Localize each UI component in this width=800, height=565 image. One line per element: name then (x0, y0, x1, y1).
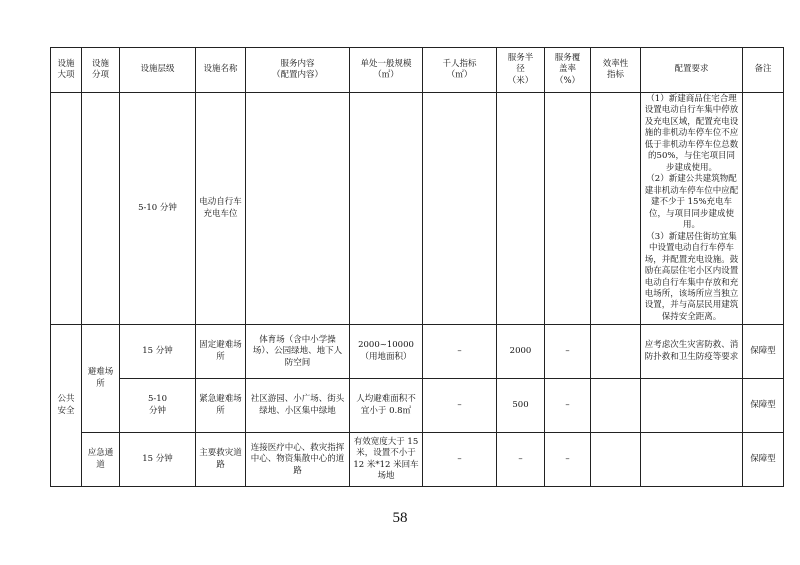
header-requirement: 配置要求 (641, 48, 743, 93)
cell-per-thousand: – (423, 379, 497, 433)
cell-service: 社区游园、小广场、街头绿地、小区集中绿地 (246, 379, 350, 433)
facility-spec-table (50, 47, 784, 487)
header-service: 服务内容 （配置内容） (246, 48, 350, 93)
cell-subcategory: 应急通道 (82, 433, 120, 487)
page-number: 58 (392, 510, 408, 526)
header-radius: 服务半 径 （米） (497, 48, 545, 93)
cell-service: 体育场（含中小学操场）、公园绿地、地下人防空间 (246, 325, 350, 379)
cell-note: 保障型 (743, 433, 784, 487)
cell-coverage: – (545, 433, 591, 487)
cell-efficiency (591, 379, 641, 433)
cell-note: 保障型 (743, 325, 784, 379)
cell-service: 连接医疗中心、救灾指挥中心、物资集散中心的道路 (246, 433, 350, 487)
cell-scale (350, 93, 423, 325)
cell-per-thousand (423, 93, 497, 325)
cell-level: 15 分钟 (120, 325, 196, 379)
cell-requirement (641, 433, 743, 487)
cell-efficiency (591, 325, 641, 379)
cell-subcategory: 避难场所 (82, 325, 120, 433)
cell-service (246, 93, 350, 325)
cell-name: 固定避难场所 (196, 325, 246, 379)
cell-efficiency (591, 93, 641, 325)
cell-per-thousand: – (423, 325, 497, 379)
cell-note: 保障型 (743, 379, 784, 433)
cell-requirement (641, 379, 743, 433)
table-header-row (51, 48, 784, 93)
cell-coverage (545, 93, 591, 325)
cell-radius: 500 (497, 379, 545, 433)
cell-level: 5-10 分钟 (120, 93, 196, 325)
cell-name: 紧急避难场所 (196, 379, 246, 433)
cell-efficiency (591, 433, 641, 487)
table-row (51, 325, 784, 379)
header-category: 设施 大项 (51, 48, 82, 93)
cell-scale: 人均避难面积不宜小于 0.8㎡ (350, 379, 423, 433)
cell-note (743, 93, 784, 325)
cell-radius (497, 93, 545, 325)
cell-scale: 2000~10000 （用地面积） (350, 325, 423, 379)
cell-category (51, 93, 82, 325)
table-row (51, 93, 784, 325)
cell-requirement: 应考虑次生灾害防救、消防扑救和卫生防疫等要求 (641, 325, 743, 379)
header-name: 设施名称 (196, 48, 246, 93)
cell-requirement: （1）新建商品住宅合理设置电动自行车集中停放及充电区域，配置充电设施的非机动车停车位不应低于非机动车停车位总数的50%，与住宅项目同步建成使用。 （2）新建公共建筑物配建非机动车停车位中应配建不少于 15%充电车位，与项目同步建成使用。 （3）新建居住街坊宜集中设置电动自行车停车场，并配置充电设施。鼓励在高层住宅小区内设置电动自行车集中存放和充电场所，该场所应当独立设置，并与高层民用建筑保持安全距离。 (641, 93, 743, 325)
header-efficiency: 效率性 指标 (591, 48, 641, 93)
cell-name: 主要救灾道路 (196, 433, 246, 487)
cell-subcategory (82, 93, 120, 325)
cell-scale: 有效宽度大于 15 米，设置不小于 12 米*12 米回车场地 (350, 433, 423, 487)
cell-level: 5-10 分钟 (120, 379, 196, 433)
cell-name: 电动自行车充电车位 (196, 93, 246, 325)
table-row (51, 379, 784, 433)
header-per-thousand: 千人指标 （㎡） (423, 48, 497, 93)
cell-coverage: – (545, 379, 591, 433)
header-scale: 单处一般规模 （㎡） (350, 48, 423, 93)
header-level: 设施层级 (120, 48, 196, 93)
cell-category: 公共安全 (51, 325, 82, 487)
header-note: 备注 (743, 48, 784, 93)
cell-radius: 2000 (497, 325, 545, 379)
table-row (51, 433, 784, 487)
cell-per-thousand: – (423, 433, 497, 487)
header-coverage: 服务覆 盖率 （%） (545, 48, 591, 93)
cell-radius: – (497, 433, 545, 487)
header-subcategory: 设施 分项 (82, 48, 120, 93)
cell-level: 15 分钟 (120, 433, 196, 487)
cell-coverage: – (545, 325, 591, 379)
